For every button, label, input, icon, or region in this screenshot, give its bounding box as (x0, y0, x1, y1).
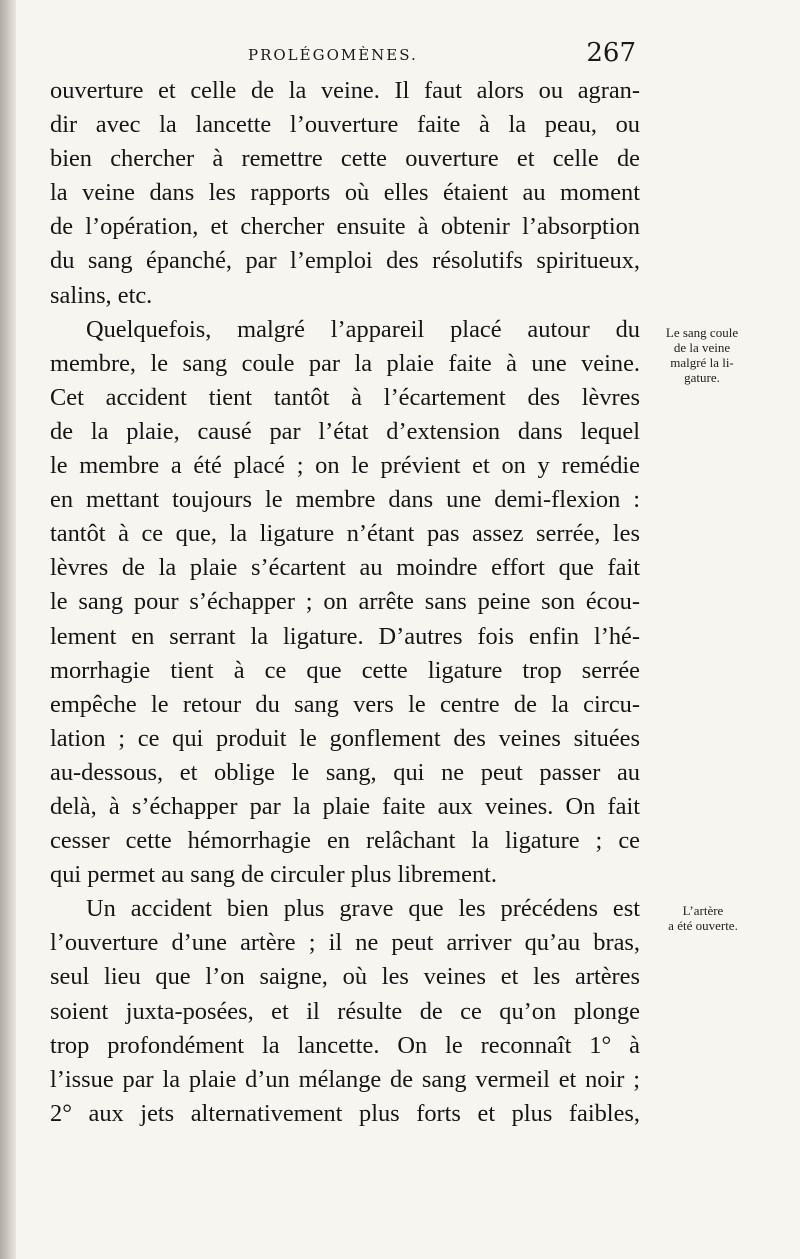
margin-note-line: gature. (684, 370, 720, 385)
text-line: lement en serrant la ligature. D’autres fois enfin l’hé- (50, 622, 640, 650)
text-line: Cet accident tient tantôt à l’écartement des lèvres (50, 383, 640, 411)
text-line: lèvres de la plaie s’écartent au moindre effort que fait (50, 554, 640, 582)
text-line: ouverture et celle de la veine. Il faut alors ou agran- (50, 77, 640, 104)
page-number: 267 (586, 38, 636, 68)
text-line: bien chercher à remettre cette ouverture et celle de (50, 145, 640, 173)
page-gutter-shadow (0, 0, 16, 1259)
text-line: qui permet au sang de circuler plus librement. (50, 861, 498, 889)
text-line: 2° aux jets alternativement plus forts et plus faibles, (50, 1099, 640, 1127)
text-line: trop profondément la lancette. On le reconnaît 1° à (50, 1031, 640, 1059)
text-line: l’ouverture d’une artère ; il ne peut arriver qu’au bras, (50, 929, 640, 957)
text-line: tantôt à ce que, la ligature n’étant pas assez serrée, les (50, 520, 640, 548)
text-line: morrhagie tient à ce que cette ligature trop serrée (50, 656, 640, 684)
text-line: le membre a été placé ; on le prévient et on y remédie (50, 452, 640, 480)
text-line: cesser cette hémorrhagie en relâchant la ligature ; ce (50, 827, 640, 855)
text-line: l’issue par la plaie d’un mélange de sang vermeil et noir ; (50, 1065, 640, 1093)
text-line: dir avec la lancette l’ouverture faite à la peau, ou (50, 111, 640, 139)
text-line: de l’opération, et chercher ensuite à obtenir l’absorption (50, 213, 640, 241)
text-line: membre, le sang coule par la plaie faite à une veine. (50, 349, 640, 377)
running-head: PROLÉGOMÈNES. (248, 46, 418, 64)
text-line: Quelquefois, malgré l’appareil placé autour du (86, 315, 640, 343)
page-header (248, 40, 638, 68)
margin-note-line: de la veine (673, 340, 731, 355)
text-line: delà, à s’échapper par la plaie faite aux veines. On fait (50, 792, 640, 820)
margin-note-artere (648, 903, 758, 933)
margin-note-line: malgré la li- (670, 355, 734, 370)
text-line: le sang pour s’échapper ; on arrête sans peine son écou- (50, 588, 640, 616)
body-text (50, 74, 640, 1131)
margin-note-line: Le sang coule (665, 325, 739, 340)
margin-note-line: L’artère (682, 903, 724, 918)
margin-note-line: a été ouverte. (668, 918, 738, 933)
text-line: de la plaie, causé par l’état d’extension dans lequel (50, 417, 640, 445)
text-line: du sang épanché, par l’emploi des résolutifs spiritueux, (50, 247, 640, 275)
text-line: seul lieu que l’on saigne, où les veines et les artères (50, 963, 640, 991)
text-line: la veine dans les rapports où elles étaient au moment (50, 179, 640, 207)
text-line: empêche le retour du sang vers le centre de la circu- (50, 690, 640, 718)
margin-note-sang-coule (646, 325, 758, 385)
text-line: soient juxta-posées, et il résulte de ce qu’on plonge (50, 997, 640, 1025)
text-line: en mettant toujours le membre dans une demi-flexion : (50, 486, 640, 514)
text-line: au-dessous, et oblige le sang, qui ne peut passer au (50, 758, 640, 786)
text-line: salins, etc. (50, 281, 153, 309)
text-line: lation ; ce qui produit le gonflement des veines situées (50, 724, 640, 752)
text-line: Un accident bien plus grave que les précédens est (86, 895, 640, 923)
